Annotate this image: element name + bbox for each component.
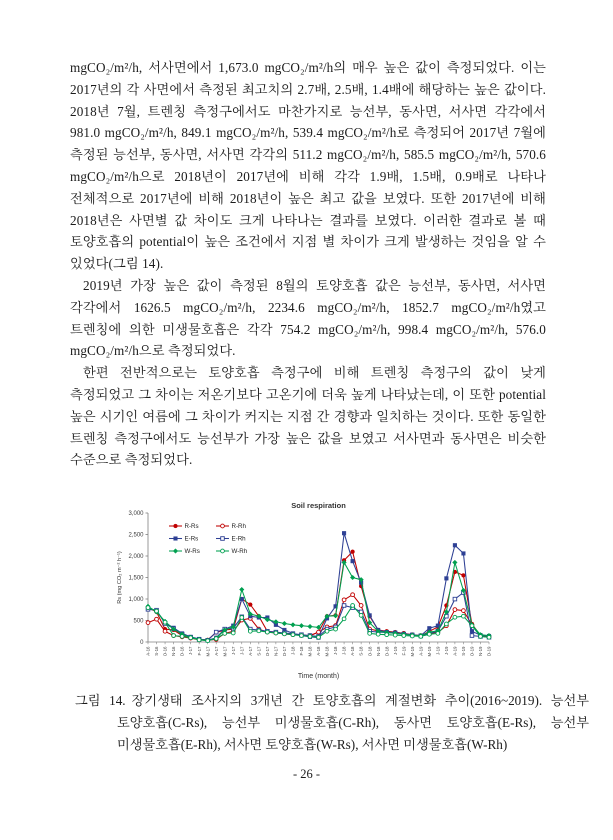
x-tick-label: O-18: [367, 646, 373, 657]
x-tick-label: J-19: [435, 646, 441, 656]
soil-respiration-chart: [112, 499, 504, 691]
x-tick-label: S-17: [256, 646, 262, 656]
x-tick-label: M-19: [426, 646, 432, 657]
legend-label: E-Rh: [231, 535, 246, 543]
x-tick-label: F-19: [401, 646, 407, 656]
x-tick-label: J-18: [290, 646, 296, 656]
legend-label: W-Rh: [231, 548, 248, 556]
x-tick-label: J-19: [392, 646, 398, 656]
legend-label: R-Rs: [184, 523, 199, 531]
x-tick-label: M-17: [205, 646, 211, 657]
y-tick-label: 1,000: [128, 597, 144, 603]
x-tick-label: D-19: [486, 646, 492, 657]
x-tick-label: D-16: [179, 646, 185, 657]
paragraph-3: 한편 전반적으로는 토양호흡 측정구에 비해 트렌칭 측정구의 값이 낮게 측정되었고 그 차이는 저온기보다 고온기에 더욱 높게 나타났는데, 이 또한 potential 높은 시기인 여름에 그 차이가 커지는 지점 간 경향과 일치하는 것이다. 또한 동일한 트렌칭 측정구에서도 능선부가 가장 높은 값을 보였고 서사면과 동사면은 비슷한 수준으로 측정되었다.: [70, 365, 546, 468]
y-tick-label: 1,500: [128, 575, 144, 582]
x-tick-label: O-17: [264, 646, 270, 657]
chart-legend: [169, 523, 248, 555]
x-tick-label: A-18: [350, 646, 356, 656]
x-tick-label: A-19: [418, 646, 424, 656]
figure-caption: [75, 690, 589, 755]
y-tick-label: 2,500: [128, 532, 144, 539]
y-axis-label: Rs (mg CO₂ m⁻² h⁻¹): [117, 551, 123, 604]
x-tick-label: S-18: [358, 646, 364, 656]
y-tick-label: 500: [133, 618, 144, 625]
x-tick-label: A-16: [145, 646, 151, 656]
legend-label: W-Rs: [184, 548, 200, 556]
x-tick-label: S-19: [461, 646, 467, 656]
page-number: - 26 -: [292, 767, 321, 781]
legend-label: E-Rs: [184, 535, 199, 543]
x-tick-label: M-18: [307, 646, 313, 657]
body-text: [70, 57, 546, 471]
x-tick-label: N-17: [273, 646, 279, 657]
x-tick-label: A-17: [213, 646, 219, 656]
x-tick-label: N-18: [375, 646, 381, 657]
x-tick-label: J-18: [341, 646, 347, 656]
x-tick-label: M-19: [409, 646, 415, 657]
chart-title: Soil respiration: [291, 501, 346, 510]
legend-label: R-Rh: [231, 523, 246, 531]
x-tick-label: J-17: [230, 646, 236, 656]
x-tick-label: S-16: [154, 646, 160, 656]
x-tick-label: J-17: [188, 646, 194, 656]
soil-respiration-chart-svg: [112, 499, 504, 691]
x-tick-label: J-19: [443, 646, 449, 656]
x-tick-label: A-19: [452, 646, 458, 656]
x-tick-label: O-16: [162, 646, 168, 657]
x-tick-label: O-19: [469, 646, 475, 657]
x-tick-label: N-19: [478, 646, 484, 657]
x-tick-label: A-18: [316, 646, 322, 656]
x-tick-label: D-18: [384, 646, 390, 657]
paragraph-2: 2019년 가장 높은 값이 측정된 8월의 토양호흡 값은 능선부, 동사면, 서사면 각각에서 1626.5 mgCO₂/m²/h, 2234.6 mgCO₂/m²/h, 1852.7 mgCO₂/m²/h였고 트렌칭에 의한 미생물호흡은 각각 754.2 mgCO₂/m²/h, 998.4 mgCO₂/m²/h, 576.0 mgCO₂/m²/h으로 측정되었다.: [70, 277, 546, 359]
y-tick-label: 2,000: [128, 554, 144, 560]
figure-caption-text: 장기생태 조사지의 3개년 간 토양호흡의 계절변화 추이(2016~2019). 능선부 토양호흡(C-Rs), 능선부 미생물호흡(C-Rh), 동사면 토양호흡(E-Rs), 능선부 미생물호흡(E-Rh), 서사면 토양호흡(W-Rs), 서사면 미생물호흡(W-Rh): [117, 693, 589, 752]
x-tick-label: F-18: [299, 646, 305, 656]
paragraph-1: mgCO₂/m²/h, 서사면에서 1,673.0 mgCO₂/m²/h의 매우 높은 값이 측정되었다. 이는 2017년의 각 사면에서 측정된 최고치의 2.7배, 2.5배, 1.4배에 해당하는 높은 값이다. 2018년 7월, 트렌칭 측정구에서도 마찬가지로 능선부, 동사면, 서사면 각각에서 981.0 mgCO₂/m²/h, 849.1 mgCO₂/m²/h, 539.4 mgCO₂/m²/h로 측정되어 2017년 7월에 측정된 능선부, 동사면, 서사면 각각의 511.2 mgCO₂/m²/h, 585.5 mgCO₂/m²/h, 570.6 mgCO₂/m²/h으로 2018년이 2017년에 비해 각각 1.9배, 1.5배, 0.9배로 나타나 전체적으로 2017년에 비해 2018년이 높은 최고 값을 보였다. 또한 2017년에 비해 2018년은 사면별 값 차이도 크게 나타나는 결과를 보였다. 이러한 결과로 볼 때 토양호흡의 potential이 높은 조건에서 지점 별 차이가 크게 발생하는 것임을 알 수 있었다(그림 14).: [70, 60, 546, 272]
y-tick-label: 0: [140, 640, 144, 646]
x-axis-label: Time (month): [297, 673, 340, 680]
x-tick-label: J-18: [333, 646, 339, 656]
x-tick-label: J-17: [239, 646, 245, 656]
x-tick-label: M-17: [222, 646, 228, 657]
x-tick-label: F-17: [196, 646, 202, 656]
x-tick-label: D-17: [282, 646, 287, 657]
x-tick-label: A-17: [247, 646, 253, 656]
x-tick-label: N-16: [171, 646, 177, 657]
x-tick-label: M-18: [324, 646, 330, 657]
y-tick-label: 3,000: [128, 511, 144, 517]
figure-caption-label: 그림 14.: [75, 693, 126, 708]
